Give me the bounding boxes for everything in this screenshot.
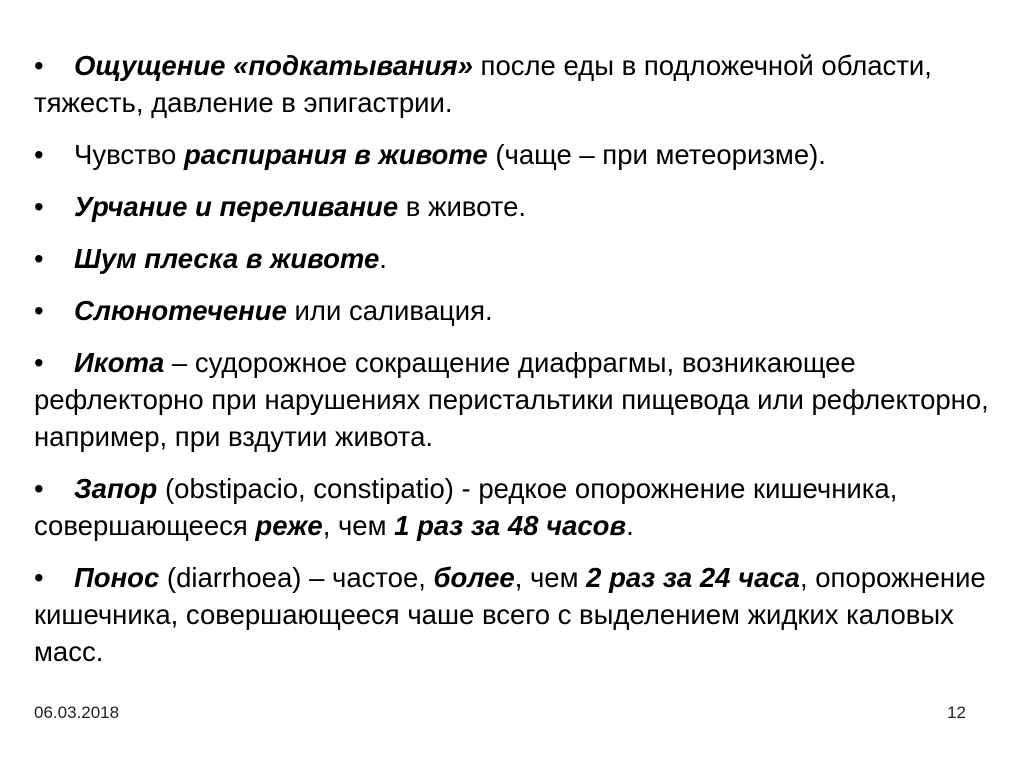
bullet-emphasis: Слюнотечение <box>74 295 287 326</box>
bullet-item <box>34 470 994 544</box>
bullet-marker: • <box>34 243 44 274</box>
bullet-item <box>34 188 994 225</box>
bullet-marker: • <box>34 139 44 170</box>
bullet-emphasis: Шум плеска в животе <box>74 243 380 274</box>
bullet-emphasis: Ощущение «подкатывания» <box>74 50 473 81</box>
bullet-text: (diarrhoea) – частое, <box>159 562 434 593</box>
bullet-marker: • <box>34 473 44 504</box>
bullet-marker: • <box>34 50 44 81</box>
bullet-marker: • <box>34 191 44 222</box>
bullet-text: Чувство <box>74 139 184 170</box>
bullet-text: , чем <box>514 562 587 593</box>
bullet-text: или саливация. <box>286 295 493 326</box>
bullet-text: (obstipacio, constipatio) - редкое опорожнение кишечника, совершающееся <box>34 473 898 541</box>
footer-date: 06.03.2018 <box>34 703 120 722</box>
bullet-emphasis: Икота <box>74 347 165 378</box>
bullet-item <box>34 292 994 329</box>
bullet-emphasis: Урчание и переливание <box>74 191 399 222</box>
bullet-text: после еды в подложечной области, тяжесть, давление в эпигастрии. <box>34 50 932 118</box>
bullet-list <box>34 47 994 685</box>
bullet-item <box>34 559 994 670</box>
bullet-text: , чем <box>322 510 395 541</box>
bullet-emphasis: 1 раз за 48 часов <box>394 510 627 541</box>
bullet-item <box>34 136 994 173</box>
page-number: 12 <box>947 703 966 722</box>
bullet-emphasis: Запор <box>74 473 158 504</box>
bullet-text: , опорожнение кишечника, совершающееся чаше всего с выделением жидких каловых масс. <box>34 562 986 667</box>
bullet-emphasis: Понос <box>74 562 160 593</box>
bullet-emphasis: реже <box>255 510 323 541</box>
bullet-marker: • <box>34 295 44 326</box>
bullet-item <box>34 344 994 455</box>
bullet-item <box>34 47 994 121</box>
bullet-item <box>34 240 994 277</box>
bullet-text: . <box>379 243 387 274</box>
bullet-text: . <box>626 510 634 541</box>
bullet-marker: • <box>34 562 44 593</box>
bullet-emphasis: более <box>433 562 515 593</box>
bullet-text: (чаще – при метеоризме). <box>487 139 826 170</box>
bullet-marker: • <box>34 347 44 378</box>
bullet-text: в животе. <box>398 191 527 222</box>
bullet-emphasis: распирания в животе <box>183 139 488 170</box>
bullet-emphasis: 2 раз за 24 часа <box>586 562 800 593</box>
bullet-text: – судорожное сокращение диафрагмы, возникающее рефлекторно при нарушениях перистальтики пищевода или рефлекторно, например, при вздутии живота. <box>34 347 989 452</box>
